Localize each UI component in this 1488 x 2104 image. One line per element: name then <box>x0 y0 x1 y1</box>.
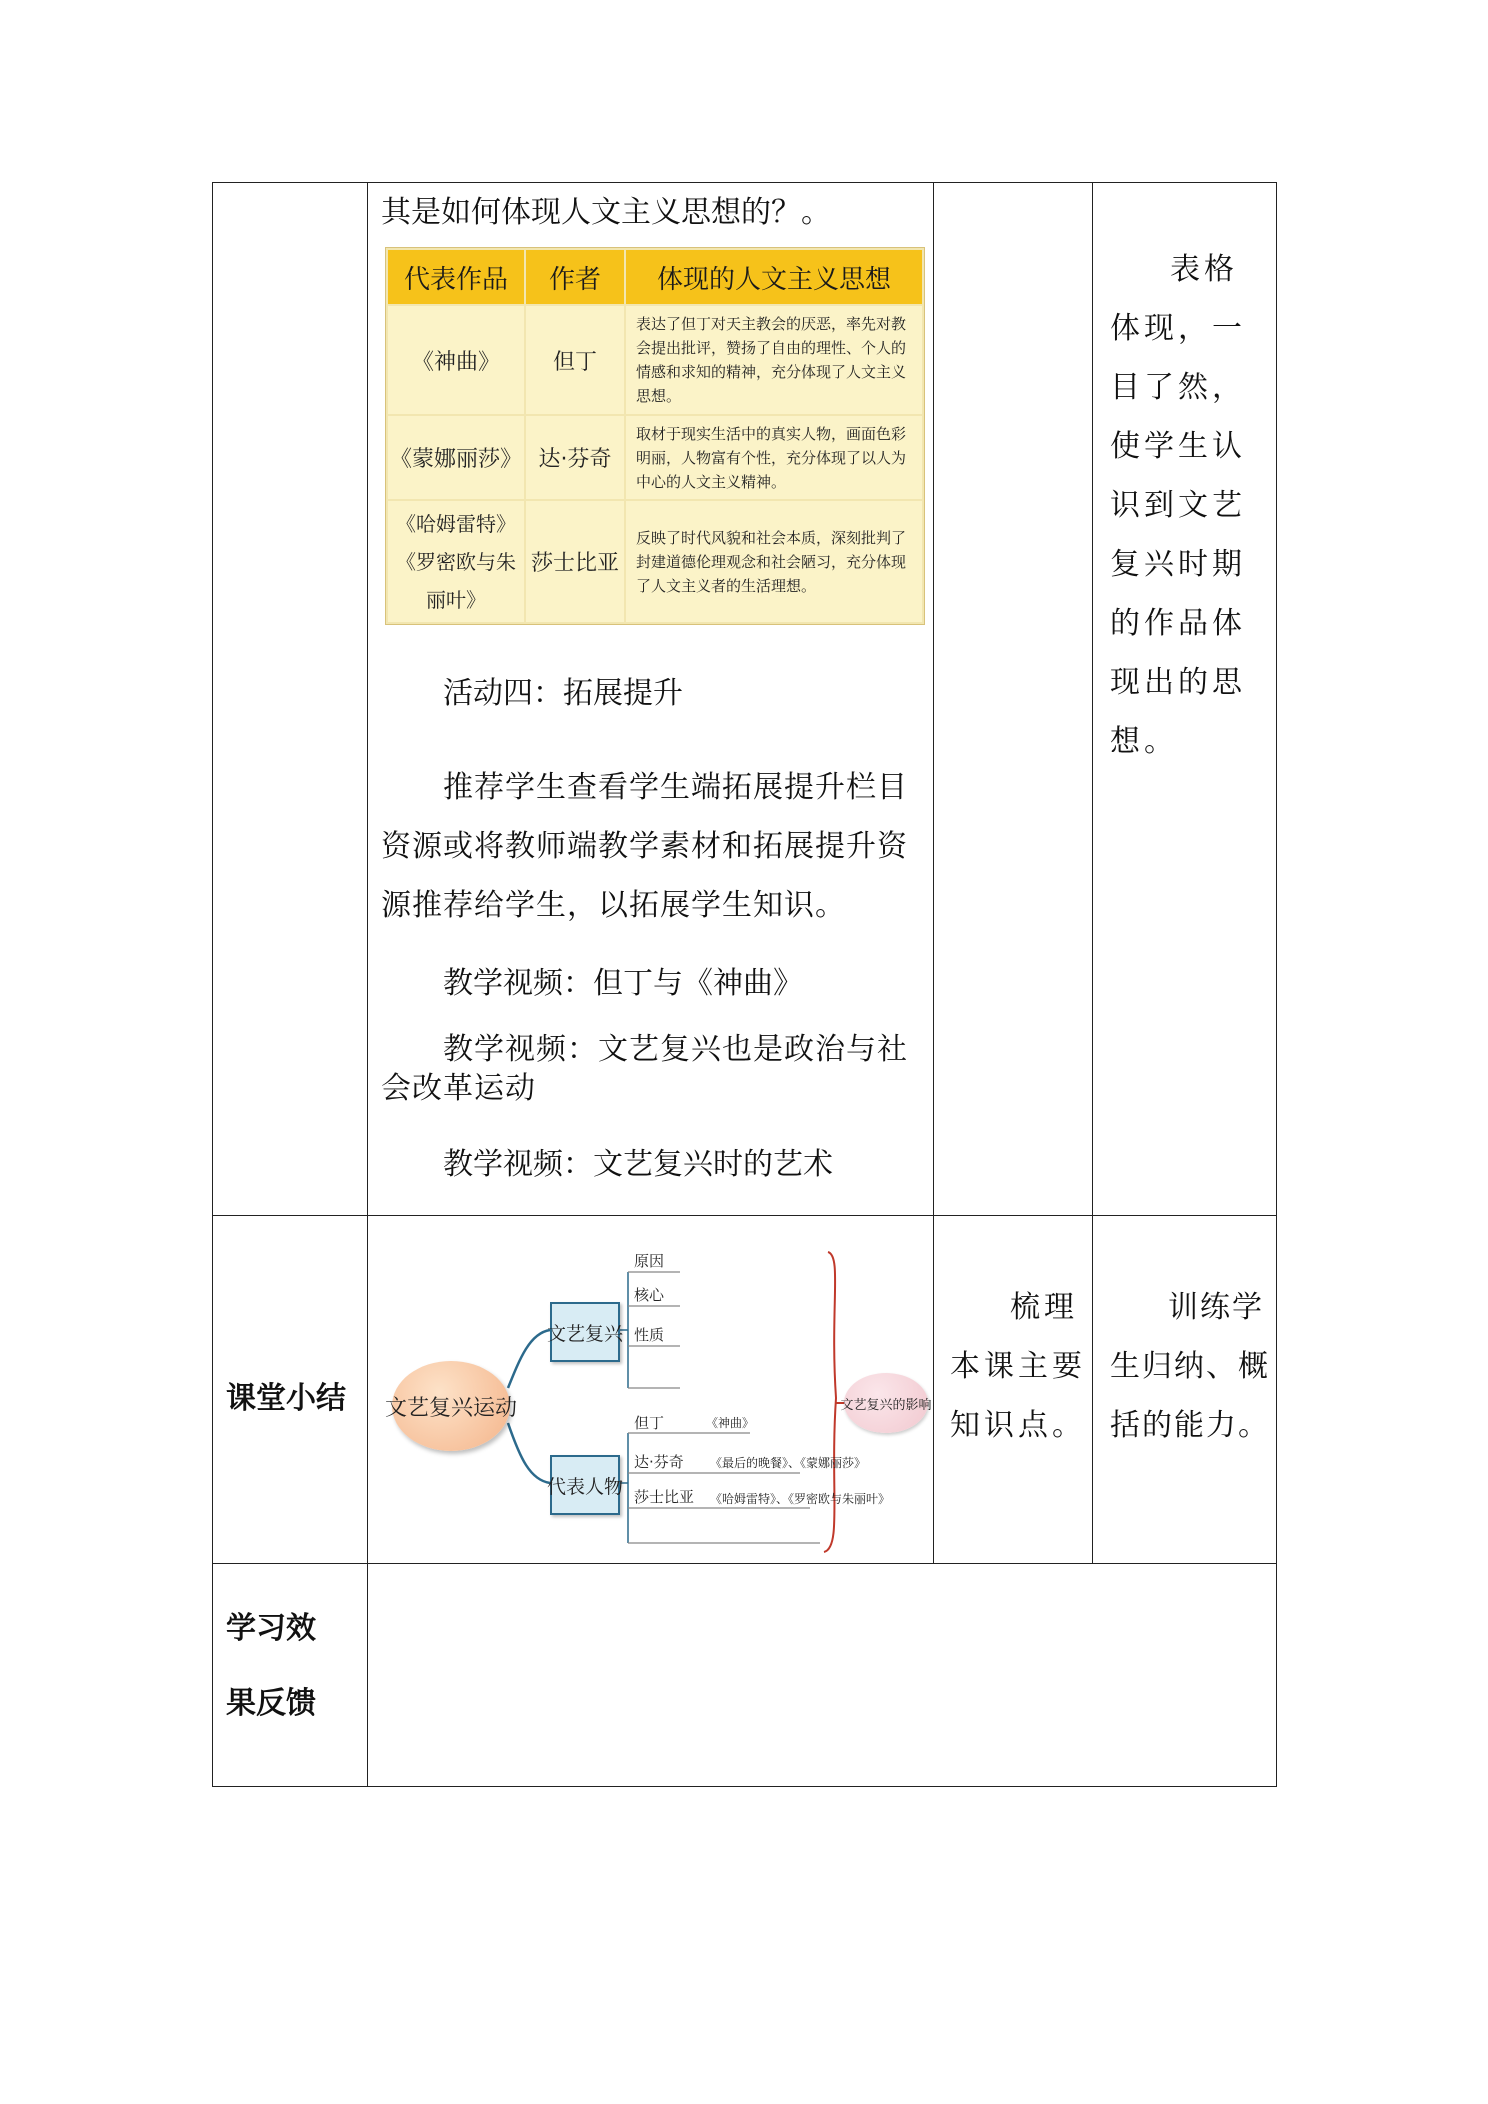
thought-cell: 反映了时代风貌和社会本质，深刻批判了封建道德伦理观念和社会陋习，充分体现了人文主义者的生活理想。 <box>625 500 923 623</box>
mind-map-branch-renaissance: 文艺复兴 <box>550 1302 620 1362</box>
teacher-activity: 梳理本课主要知识点。 <box>950 1290 1086 1443</box>
mind-map-works: 《最后的晚餐》、《蒙娜丽莎》 <box>710 1456 867 1470</box>
work-cell: 《蒙娜丽莎》 <box>387 415 525 500</box>
mind-map-leaf: 核心 <box>634 1286 665 1304</box>
author-cell: 达·芬奇 <box>525 415 625 500</box>
table-header-row <box>387 249 923 305</box>
mind-map-person: 但丁 <box>634 1414 665 1432</box>
col-divider-1 <box>367 182 368 1787</box>
recommend-paragraph: 推荐学生查看学生端拓展提升栏目资源或将教师端教学素材和拓展提升资源推荐给学生，以拓展学生知识。 <box>381 770 908 923</box>
row-divider-2 <box>212 1563 1277 1564</box>
mind-map-branch-figures: 代表人物 <box>550 1455 620 1515</box>
header-author: 作者 <box>525 249 625 305</box>
thought-cell: 表达了但丁对天主教会的厌恶，率先对教会提出批评，赞扬了自由的理性、个人的情感和求知的精神，充分体现了人文主义思想。 <box>625 305 923 415</box>
mind-map-person: 达·芬奇 <box>634 1453 684 1471</box>
header-thought: 体现的人文主义思想 <box>625 249 923 305</box>
mind-map-influence: 文艺复兴的影响 <box>844 1373 928 1433</box>
design-note: 表格体现，一目了然，使学生认识到文艺复兴时期的作品体现出的思想。 <box>1110 252 1246 759</box>
video-item: 教学视频：文艺复兴也是政治与社会改革运动 <box>381 1032 908 1106</box>
activity-title: 活动四：拓展提升 <box>443 676 683 711</box>
table-row <box>387 415 923 500</box>
mind-map-works: 《哈姆雷特》、《罗密欧与朱丽叶》 <box>710 1492 891 1506</box>
feedback-label: 果反馈 <box>226 1686 316 1721</box>
header-works: 代表作品 <box>387 249 525 305</box>
feedback-label: 学习效 <box>226 1611 316 1646</box>
mind-map-works: 《神曲》 <box>706 1416 755 1430</box>
table-row <box>387 305 923 415</box>
video-item: 教学视频：但丁与《神曲》 <box>443 966 803 1001</box>
row-divider-1 <box>212 1215 1277 1216</box>
author-cell: 但丁 <box>525 305 625 415</box>
col-divider-3 <box>1092 182 1093 1563</box>
thought-cell: 取材于现实生活中的真实人物，画面色彩明丽，人物富有个性，充分体现了以人为中心的人文主义精神。 <box>625 415 923 500</box>
summary-mind-map <box>380 1248 940 1558</box>
design-purpose: 训练学生归纳、概括的能力。 <box>1110 1290 1270 1443</box>
mind-map-center: 文艺复兴运动 <box>392 1361 510 1451</box>
mind-map-person: 莎士比亚 <box>634 1488 695 1506</box>
author-cell: 莎士比亚 <box>525 500 625 623</box>
mind-map-leaf: 原因 <box>634 1252 665 1270</box>
work-cell: 《神曲》 <box>387 305 525 415</box>
mind-map-leaf: 性质 <box>634 1326 665 1344</box>
humanism-works-table-image <box>385 247 925 625</box>
question-tail: 其是如何体现人文主义思想的？。 <box>381 195 831 230</box>
table-row <box>387 500 923 623</box>
summary-label: 课堂小结 <box>226 1381 346 1416</box>
video-item: 教学视频：文艺复兴时的艺术 <box>443 1147 833 1182</box>
work-cell: 《哈姆雷特》 《罗密欧与朱丽叶》 <box>387 500 525 623</box>
